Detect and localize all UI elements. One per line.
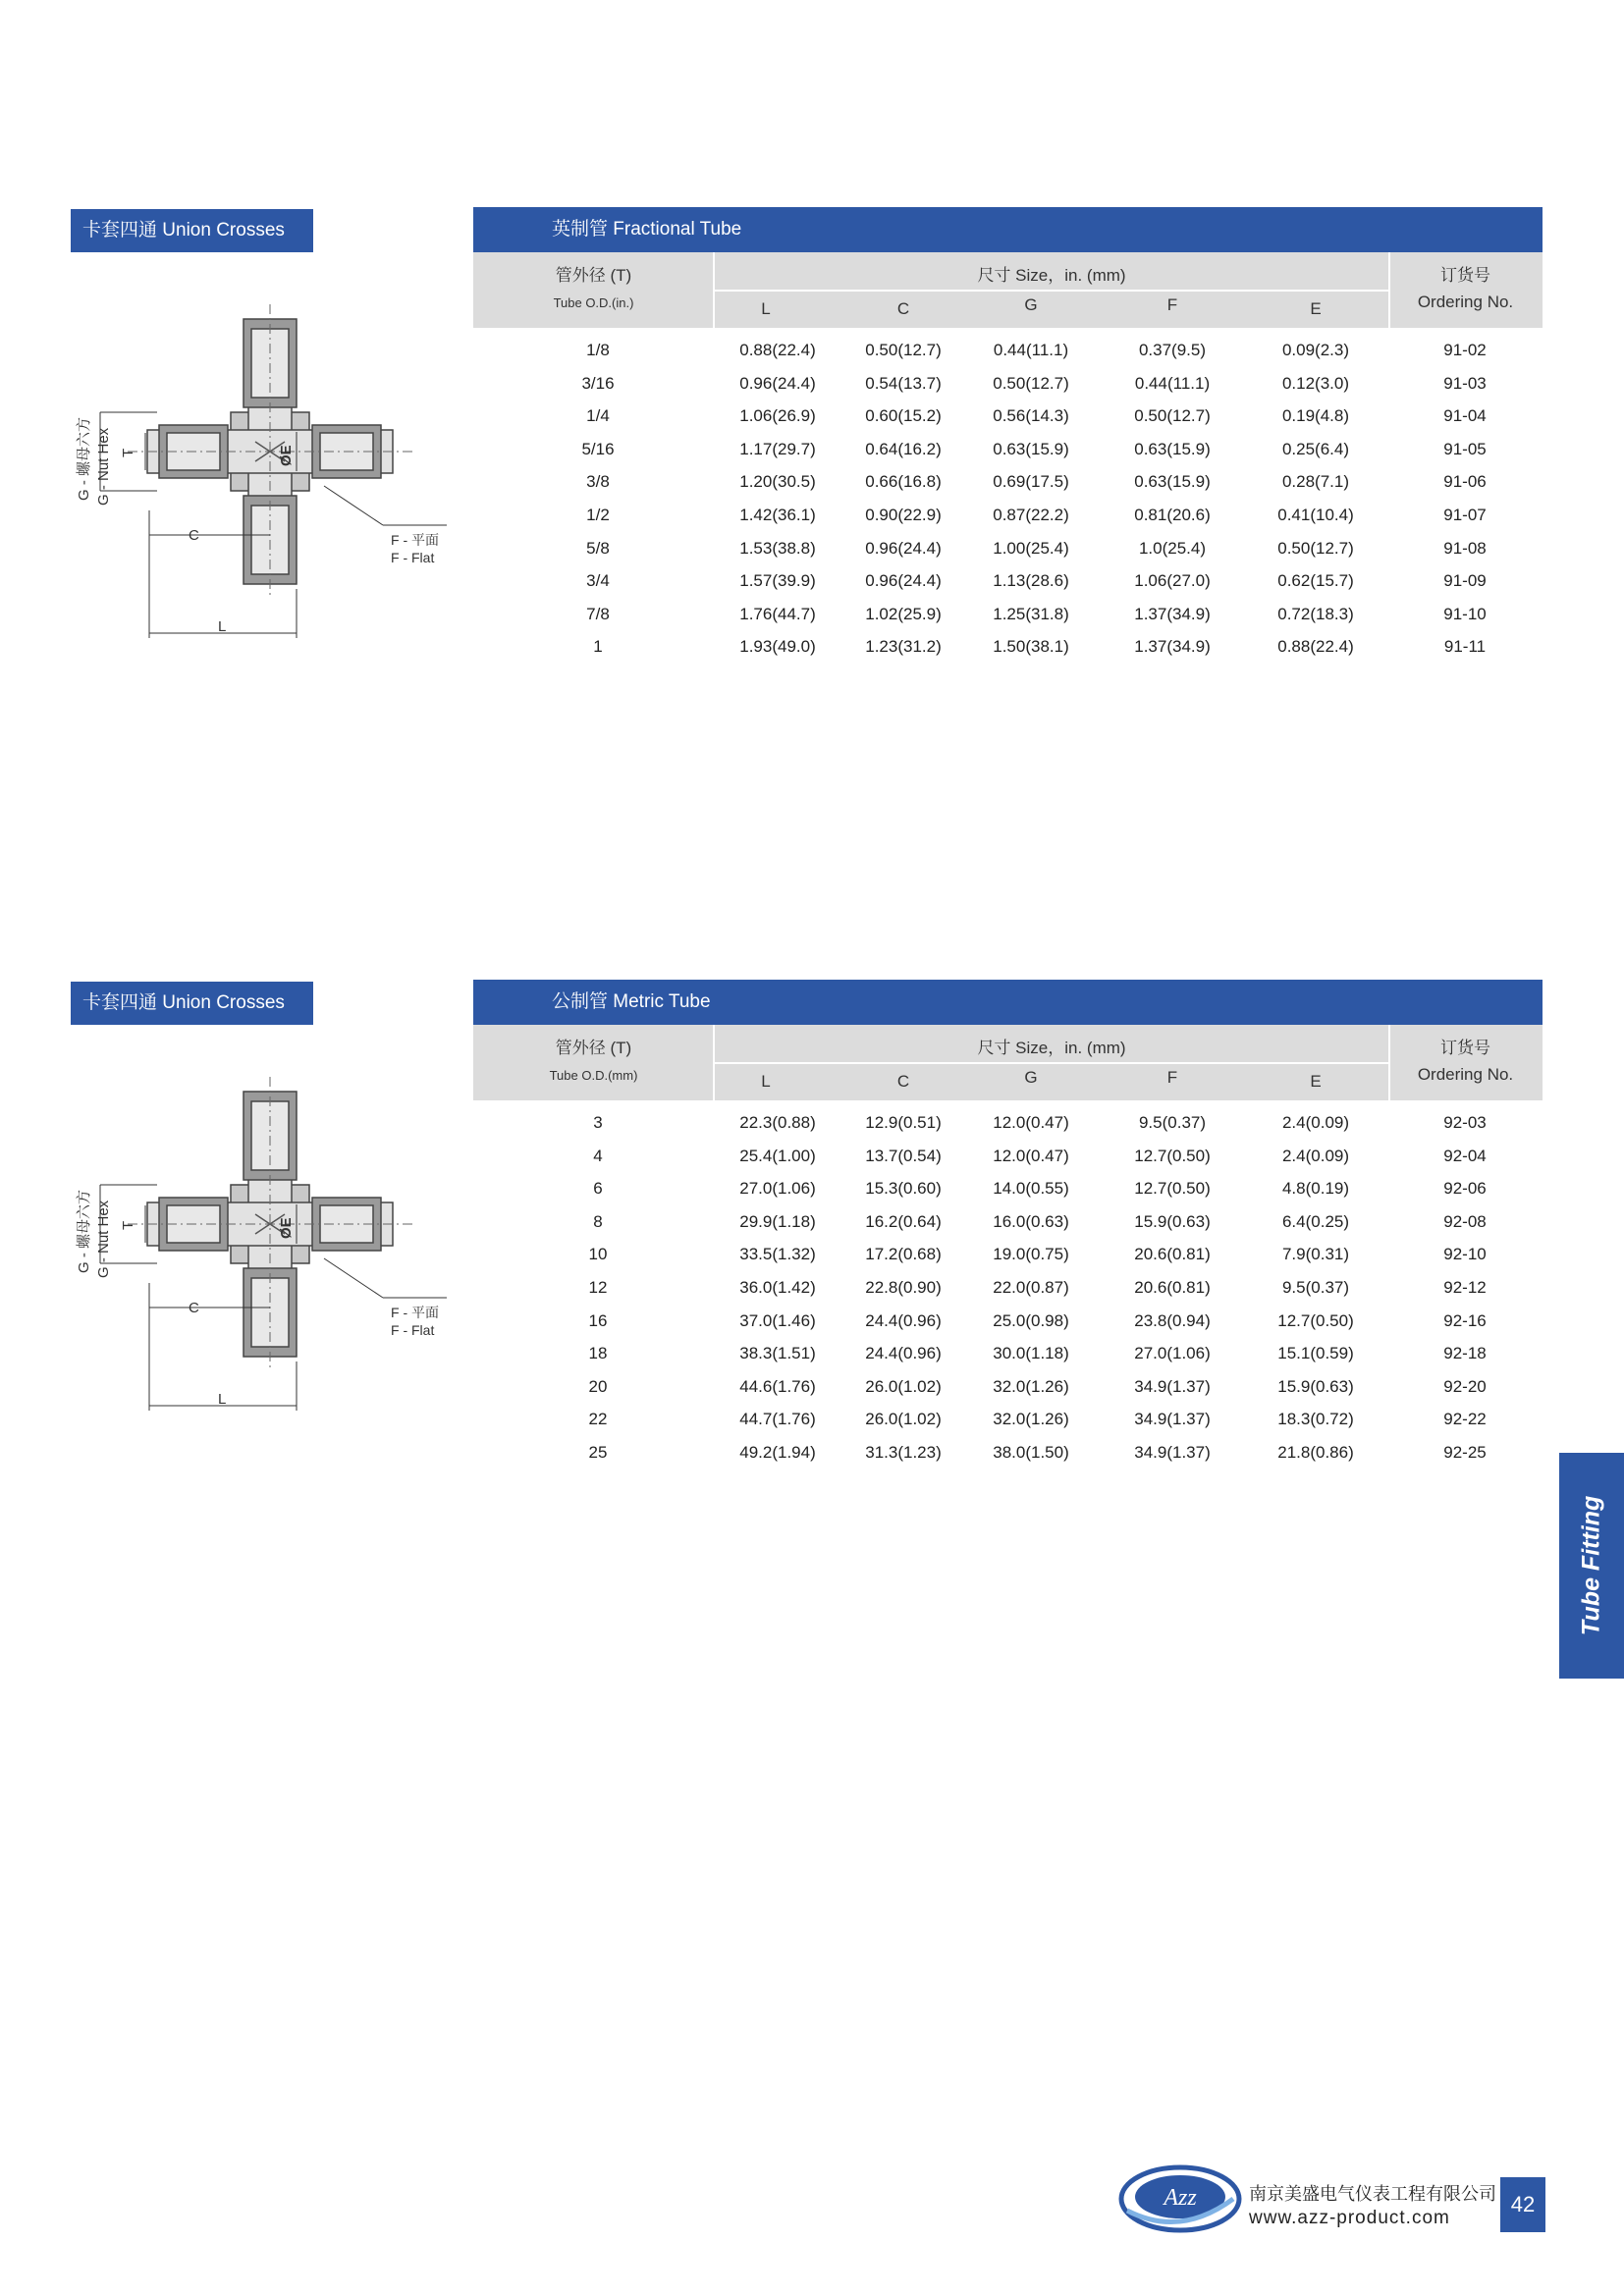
cell-e: 18.3(0.72) xyxy=(1277,1410,1354,1429)
cell-f: 0.63(15.9) xyxy=(1134,439,1211,458)
cell-no: 92-22 xyxy=(1443,1410,1487,1429)
cell-g: 12.0(0.47) xyxy=(993,1146,1069,1165)
cell-t: 3 xyxy=(593,1113,603,1132)
cell-f: 34.9(1.37) xyxy=(1134,1443,1211,1462)
label-l: L xyxy=(218,618,227,635)
cell-g: 22.0(0.87) xyxy=(993,1278,1069,1297)
label-f-cn: F - 平面 xyxy=(391,1305,439,1320)
cell-e: 0.28(7.1) xyxy=(1281,472,1350,492)
label-g-cn: G - 螺母六方 xyxy=(76,417,92,501)
cell-no: 92-10 xyxy=(1443,1245,1487,1264)
cell-t: 1/4 xyxy=(586,406,610,426)
cell-f: 34.9(1.37) xyxy=(1134,1376,1211,1396)
cell-no: 92-16 xyxy=(1443,1310,1487,1330)
cell-c: 15.3(0.60) xyxy=(865,1179,942,1199)
cell-c: 1.23(31.2) xyxy=(865,637,942,657)
table-header xyxy=(473,1025,1543,1100)
cell-l: 1.93(49.0) xyxy=(739,637,816,657)
cell-f: 0.37(9.5) xyxy=(1138,341,1207,359)
cell-c: 0.90(22.9) xyxy=(865,506,942,524)
cell-e: 15.1(0.59) xyxy=(1277,1344,1354,1363)
cell-g: 1.50(38.1) xyxy=(993,637,1069,657)
table-row xyxy=(473,465,1543,498)
cell-e: 0.88(22.4) xyxy=(1277,637,1354,657)
cell-l: 1.57(39.9) xyxy=(739,571,816,591)
cell-l: 49.2(1.94) xyxy=(739,1443,816,1462)
cell-t: 10 xyxy=(588,1245,608,1264)
cell-t: 7/8 xyxy=(586,604,610,623)
table-row xyxy=(473,1337,1543,1369)
cell-t: 5/8 xyxy=(586,538,610,558)
cell-f: 9.5(0.37) xyxy=(1138,1113,1207,1132)
cell-g: 32.0(1.26) xyxy=(993,1376,1069,1396)
cell-e: 6.4(0.25) xyxy=(1281,1211,1350,1231)
cell-c: 0.54(13.7) xyxy=(865,373,942,393)
header-size: 尺寸 Size，in. (mm) xyxy=(977,1039,1126,1057)
cell-t: 12 xyxy=(588,1278,608,1297)
cell-c: 0.96(24.4) xyxy=(865,538,942,558)
label-e: ØE xyxy=(278,1217,295,1239)
table-title: 英制管 Fractional Tube xyxy=(473,207,1543,252)
cell-f: 0.81(20.6) xyxy=(1134,506,1211,524)
header-ordering-cn: 订货号 xyxy=(1440,1039,1490,1057)
cell-c: 22.8(0.90) xyxy=(865,1278,942,1297)
cell-e: 9.5(0.37) xyxy=(1281,1278,1350,1297)
table-row xyxy=(473,334,1543,366)
table-row xyxy=(473,1403,1543,1435)
cell-f: 34.9(1.37) xyxy=(1134,1410,1211,1429)
cell-no: 91-10 xyxy=(1443,604,1487,623)
cell-t: 6 xyxy=(593,1179,603,1199)
header-col-l: L xyxy=(761,1072,771,1091)
cell-c: 0.60(15.2) xyxy=(865,406,942,426)
cell-e: 0.19(4.8) xyxy=(1281,406,1350,426)
cell-c: 0.66(16.8) xyxy=(865,472,942,492)
cell-no: 91-02 xyxy=(1443,341,1487,359)
cell-l: 1.76(44.7) xyxy=(739,604,816,623)
cell-e: 0.50(12.7) xyxy=(1277,538,1354,558)
cell-no: 91-04 xyxy=(1443,406,1487,426)
cell-g: 38.0(1.50) xyxy=(993,1443,1069,1462)
cell-l: 1.42(36.1) xyxy=(739,506,816,524)
cell-t: 25 xyxy=(588,1443,608,1462)
cell-f: 1.0(25.4) xyxy=(1138,538,1207,558)
cell-f: 0.50(12.7) xyxy=(1134,406,1211,426)
company-url: www.azz-product.com xyxy=(1249,2208,1450,2228)
cell-no: 91-08 xyxy=(1443,538,1487,558)
cell-c: 26.0(1.02) xyxy=(865,1410,942,1429)
header-col-g: G xyxy=(1024,1068,1038,1087)
table-header xyxy=(473,252,1543,328)
section-tag: 卡套四通 Union Crosses xyxy=(71,982,313,1025)
cell-t: 18 xyxy=(588,1344,608,1363)
table-title: 公制管 Metric Tube xyxy=(473,980,1543,1025)
cell-g: 0.56(14.3) xyxy=(993,406,1069,426)
cell-e: 0.25(6.4) xyxy=(1281,439,1350,458)
cell-e: 7.9(0.31) xyxy=(1281,1245,1350,1264)
header-size: 尺寸 Size，in. (mm) xyxy=(977,266,1126,285)
table-row xyxy=(473,1238,1543,1270)
header-ordering-en: Ordering No. xyxy=(1417,293,1514,311)
cell-l: 1.53(38.8) xyxy=(739,538,816,558)
table-row xyxy=(473,1172,1543,1204)
table-row xyxy=(473,1205,1543,1238)
label-f-en: F - Flat xyxy=(391,550,435,565)
header-tube-od-en: Tube O.D.(mm) xyxy=(549,1068,638,1083)
label-g-en: G - Nut Hex xyxy=(95,1200,112,1278)
header-col-e: E xyxy=(1310,299,1322,318)
cell-t: 20 xyxy=(588,1376,608,1396)
table-row xyxy=(473,1370,1543,1403)
cell-f: 0.63(15.9) xyxy=(1134,472,1211,492)
cell-t: 3/8 xyxy=(586,472,610,492)
cell-e: 0.41(10.4) xyxy=(1277,506,1354,524)
table-row xyxy=(473,1106,1543,1139)
cell-g: 19.0(0.75) xyxy=(993,1245,1069,1264)
cell-e: 0.72(18.3) xyxy=(1277,604,1354,623)
cell-l: 27.0(1.06) xyxy=(739,1179,816,1199)
cell-no: 92-20 xyxy=(1443,1376,1487,1396)
cell-l: 25.4(1.00) xyxy=(739,1146,816,1165)
cell-c: 0.50(12.7) xyxy=(865,341,942,359)
cell-f: 12.7(0.50) xyxy=(1134,1146,1211,1165)
cell-g: 16.0(0.63) xyxy=(993,1211,1069,1231)
cell-f: 20.6(0.81) xyxy=(1134,1278,1211,1297)
cell-e: 2.4(0.09) xyxy=(1281,1146,1350,1165)
cell-l: 44.6(1.76) xyxy=(739,1376,816,1396)
cell-e: 15.9(0.63) xyxy=(1277,1376,1354,1396)
cell-l: 1.06(26.9) xyxy=(739,406,816,426)
table-row xyxy=(473,433,1543,465)
header-col-l: L xyxy=(761,299,771,318)
cell-c: 24.4(0.96) xyxy=(865,1344,942,1363)
table-row xyxy=(473,367,1543,400)
cell-l: 1.20(30.5) xyxy=(739,472,816,492)
cell-l: 29.9(1.18) xyxy=(739,1211,816,1231)
cell-t: 5/16 xyxy=(581,439,615,458)
cell-l: 0.96(24.4) xyxy=(739,373,816,393)
cell-no: 92-12 xyxy=(1443,1278,1487,1297)
cell-g: 1.13(28.6) xyxy=(993,571,1069,591)
cell-g: 25.0(0.98) xyxy=(993,1310,1069,1330)
cell-f: 27.0(1.06) xyxy=(1134,1344,1211,1363)
cell-c: 1.02(25.9) xyxy=(865,604,942,623)
cell-e: 0.12(3.0) xyxy=(1281,373,1350,393)
page-number: 42 xyxy=(1500,2177,1545,2232)
cell-f: 23.8(0.94) xyxy=(1134,1310,1211,1330)
cell-g: 0.50(12.7) xyxy=(993,373,1069,393)
cell-f: 15.9(0.63) xyxy=(1134,1211,1211,1231)
cell-l: 38.3(1.51) xyxy=(739,1344,816,1363)
cell-e: 2.4(0.09) xyxy=(1281,1113,1350,1132)
section-tag: 卡套四通 Union Crosses xyxy=(71,209,313,252)
cell-g: 1.00(25.4) xyxy=(993,538,1069,558)
table-row xyxy=(473,532,1543,564)
table-row xyxy=(473,630,1543,663)
cell-g: 0.69(17.5) xyxy=(993,472,1069,492)
cell-l: 44.7(1.76) xyxy=(739,1410,816,1429)
cell-f: 1.37(34.9) xyxy=(1134,637,1211,657)
header-tube-od-cn: 管外径 (T) xyxy=(555,266,632,285)
header-col-f: F xyxy=(1166,1068,1178,1087)
cell-no: 92-08 xyxy=(1443,1211,1487,1231)
header-col-e: E xyxy=(1310,1072,1322,1091)
cell-no: 91-03 xyxy=(1443,373,1487,393)
label-g-en: G - Nut Hex xyxy=(95,427,112,506)
cell-t: 3/16 xyxy=(581,373,615,393)
cell-l: 22.3(0.88) xyxy=(739,1113,816,1132)
label-l: L xyxy=(218,1391,227,1408)
cell-f: 12.7(0.50) xyxy=(1134,1179,1211,1199)
cell-c: 13.7(0.54) xyxy=(865,1146,942,1165)
cell-e: 0.09(2.3) xyxy=(1281,341,1350,359)
cell-l: 36.0(1.42) xyxy=(739,1278,816,1297)
cell-g: 32.0(1.26) xyxy=(993,1410,1069,1429)
label-f-en: F - Flat xyxy=(391,1322,435,1338)
table-row xyxy=(473,598,1543,630)
cell-c: 16.2(0.64) xyxy=(865,1211,942,1231)
cell-g: 12.0(0.47) xyxy=(993,1113,1069,1132)
cell-e: 0.62(15.7) xyxy=(1277,571,1354,591)
header-col-c: C xyxy=(896,1072,910,1091)
header-tube-od-en: Tube O.D.(in.) xyxy=(553,295,634,310)
cell-no: 92-25 xyxy=(1443,1443,1487,1462)
cell-g: 0.63(15.9) xyxy=(993,439,1069,458)
header-tube-od-cn: 管外径 (T) xyxy=(555,1039,632,1057)
cell-c: 17.2(0.68) xyxy=(865,1245,942,1264)
cell-c: 0.96(24.4) xyxy=(865,571,942,591)
cell-g: 0.87(22.2) xyxy=(993,506,1069,524)
cell-e: 4.8(0.19) xyxy=(1281,1179,1350,1199)
cell-c: 24.4(0.96) xyxy=(865,1310,942,1330)
cell-t: 22 xyxy=(588,1410,608,1429)
cell-e: 12.7(0.50) xyxy=(1277,1310,1354,1330)
header-col-g: G xyxy=(1024,295,1038,314)
cell-no: 91-09 xyxy=(1443,571,1487,591)
cell-t: 16 xyxy=(588,1310,608,1330)
cell-no: 92-04 xyxy=(1443,1146,1487,1165)
table-row xyxy=(473,1305,1543,1337)
cell-no: 91-11 xyxy=(1443,637,1487,657)
company-name: 南京美盛电气仪表工程有限公司 xyxy=(1249,2184,1496,2204)
label-f-cn: F - 平面 xyxy=(391,532,439,548)
cell-l: 1.17(29.7) xyxy=(739,439,816,458)
header-col-c: C xyxy=(896,299,910,318)
cell-c: 0.64(16.2) xyxy=(865,439,942,458)
table-row xyxy=(473,400,1543,432)
cell-l: 0.88(22.4) xyxy=(739,341,816,359)
cell-t: 1/2 xyxy=(586,506,610,524)
label-c: C xyxy=(189,1300,199,1316)
logo-text: Azz xyxy=(1164,2185,1197,2211)
label-t: T xyxy=(120,448,136,457)
cell-t: 1/8 xyxy=(586,341,610,359)
cell-e: 21.8(0.86) xyxy=(1277,1443,1354,1462)
cell-g: 1.25(31.8) xyxy=(993,604,1069,623)
label-t: T xyxy=(120,1220,136,1230)
table-row xyxy=(473,1140,1543,1172)
cell-no: 92-06 xyxy=(1443,1179,1487,1199)
cell-t: 8 xyxy=(593,1211,603,1231)
cell-l: 37.0(1.46) xyxy=(739,1310,816,1330)
cell-no: 91-07 xyxy=(1443,506,1487,524)
table-row xyxy=(473,1271,1543,1304)
cell-no: 92-03 xyxy=(1443,1113,1487,1132)
cell-f: 1.37(34.9) xyxy=(1134,604,1211,623)
cell-f: 1.06(27.0) xyxy=(1134,571,1211,591)
cell-t: 1 xyxy=(593,637,603,657)
table-row xyxy=(473,564,1543,597)
union-cross-drawing xyxy=(59,1067,471,1440)
header-ordering-en: Ordering No. xyxy=(1417,1065,1514,1084)
cell-t: 3/4 xyxy=(586,571,610,591)
cell-f: 0.44(11.1) xyxy=(1134,373,1211,393)
cell-c: 12.9(0.51) xyxy=(865,1113,942,1132)
company-logo xyxy=(1117,2160,1243,2238)
cell-no: 92-18 xyxy=(1443,1344,1487,1363)
label-g-cn: G - 螺母六方 xyxy=(76,1190,92,1273)
cell-t: 4 xyxy=(593,1146,603,1165)
cell-no: 91-05 xyxy=(1443,439,1487,458)
table-row xyxy=(473,1436,1543,1468)
header-col-f: F xyxy=(1166,295,1178,314)
cell-g: 14.0(0.55) xyxy=(993,1179,1069,1199)
cell-l: 33.5(1.32) xyxy=(739,1245,816,1264)
label-c: C xyxy=(189,527,199,544)
cell-c: 31.3(1.23) xyxy=(865,1443,942,1462)
cell-g: 30.0(1.18) xyxy=(993,1344,1069,1363)
side-tab-label: Tube Fitting xyxy=(1577,1495,1605,1636)
cell-f: 20.6(0.81) xyxy=(1134,1245,1211,1264)
cell-no: 91-06 xyxy=(1443,472,1487,492)
label-e: ØE xyxy=(278,445,295,466)
cell-g: 0.44(11.1) xyxy=(993,341,1069,359)
table-row xyxy=(473,499,1543,531)
cell-c: 26.0(1.02) xyxy=(865,1376,942,1396)
header-ordering-cn: 订货号 xyxy=(1440,266,1490,285)
side-tab xyxy=(1559,1453,1624,1679)
union-cross-drawing xyxy=(59,294,471,667)
